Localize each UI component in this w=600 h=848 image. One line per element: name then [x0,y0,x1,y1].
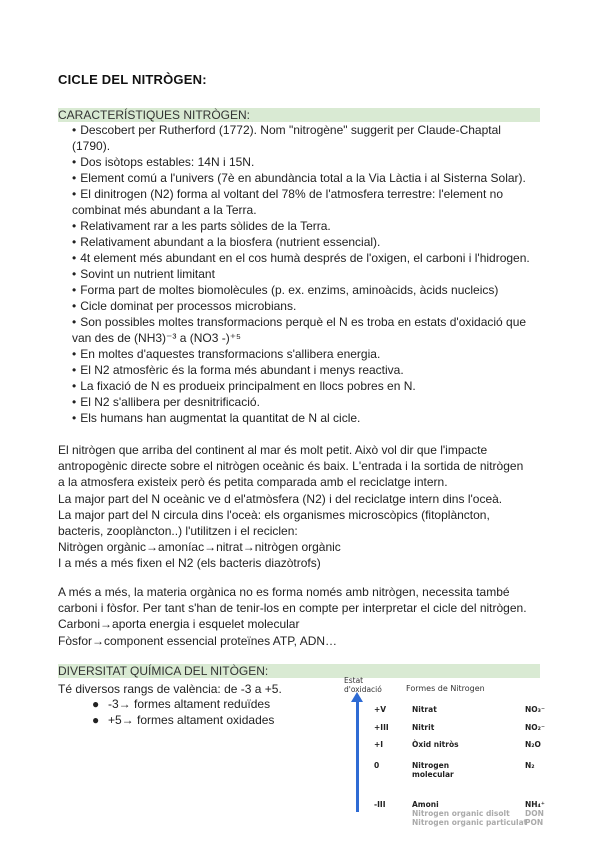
compound-name-line2: molecular [412,770,454,779]
paragraph-line: antropogènic directe sobre el nitrògen oceànic és baix. L'entrada i la sortida de nitrògen [58,459,524,474]
compound-name: Amoni [412,800,439,809]
list-item: • El N2 s'allibera per desnitrificació. [72,394,542,410]
paragraph-line: a la atmosfera existeix però és petita comparada amb el reciclatge intern. [58,475,448,490]
bullet-icon: ● [92,697,100,711]
list-item-text: -3→ formes altament reduïdes [108,697,271,711]
compound-name: Òxid nitròs [412,740,459,749]
paragraph-line: bacteris, zooplàncton..) l'utilitzen i el reciclen: [58,524,298,539]
section-heading-characteristics: CARACTERÍSTIQUES NITRÒGEN: [58,108,540,122]
list-item: • Element comú a l'univers (7è en abundància total a la Via Làctia i al Sisterna Solar). [72,170,542,186]
header-line: Estat [344,676,364,685]
list-item: • 4t element més abundant en el cos humà després de l'oxigen, el carboni i l'hidrogen. [72,250,542,266]
oxidation-state-diagram [342,676,552,836]
list-item-continuation: (1790). [72,139,111,153]
oxidation-state: +III [374,723,389,732]
list-item: • Cicle dominat per processos microbians. [72,298,542,314]
list-item: • Relativament rar a les parts sòlides de la Terra. [72,218,542,234]
paragraph-line: carboni i fòsfor. Per tant s'han de tenir-los en compte per interpretar el cicle del nitrògen. [58,601,527,616]
compound-name: Nitrogen [412,761,450,770]
oxidation-axis-line [356,700,359,812]
oxidation-state: +V [374,705,387,714]
list-item: • En moltes d'aquestes transformacions s'allibera energia. [72,346,542,362]
list-item-text: +5→ formes altament oxidades [108,713,275,727]
compound-name: Nitrat [412,705,437,714]
compound-name: Nitrogen organic particulat [412,818,528,827]
paragraph-line: La major part del N circula dins l'oceà: els organismes microscòpics (fitoplàncton, [58,507,490,522]
compound-formula: N₂O [525,740,541,749]
ocean-nitrogen-paragraph [58,442,542,572]
compound-formula: NH₄⁺ [525,800,545,809]
list-item: • Forma part de moltes biomolècules (p. ex. enzims, aminoàcids, àcids nucleics) [72,282,542,298]
page-title: CICLE DEL NITRÒGEN: [58,72,207,87]
list-item-continuation: van des de (NH3)⁻³ a (NO3 -)⁺⁵ [72,331,242,345]
characteristics-list [72,122,542,426]
compound-formula: PON [525,818,544,827]
list-item: • Sovint un nutrient limitant [72,266,542,282]
compound-name: Nitrogen organic disolt [412,809,510,818]
compound-formula: N₂ [525,761,535,770]
paragraph-line: Nitrògen orgànic→amoníac→nitrat→nitrògen orgànic [58,540,341,555]
list-item: • El N2 atmosfèric és la forma més abundant i menys reactiva. [72,362,542,378]
valence-list [92,696,274,728]
header-line: d'oxidació [344,685,382,694]
oxidation-state: -III [374,800,386,809]
list-item-continuation: combinat més abundant a la Terra. [72,203,257,217]
list-item [92,696,274,712]
oxidation-state: 0 [374,761,380,770]
compound-formula: NO₂⁻ [525,723,545,732]
section-heading-chemical-diversity: DIVERSITAT QUÍMICA DEL NITÒGEN: [58,664,540,678]
compound-name: Nitrit [412,723,435,732]
paragraph-line: Carboni→aporta energia i esquelet molecular [58,617,300,632]
compound-formula: DON [525,809,544,818]
bullet-icon: ● [92,713,100,727]
list-item: • Dos isòtops estables: 14N i 15N. [72,154,542,170]
organic-matter-paragraph [58,584,542,649]
list-item: • Els humans han augmentat la quantitat de N al cicle. [72,410,542,426]
compound-formula: NO₃⁻ [525,705,545,714]
paragraph-line: A més a més, la materia orgànica no es forma només amb nitrògen, necessita també [58,585,510,599]
paragraph-line: Fòsfor→component essencial proteïnes ATP, ADN… [58,633,338,648]
paragraph-line: La major part del N oceànic ve d el'atmòsfera (N2) i del reciclatge intern dins l'oceà. [58,491,503,506]
oxidation-state: +I [374,740,384,749]
paragraph-line: I a més a més fixen el N2 (els bacteris diazòtrofs) [58,556,321,571]
list-item: • Son possibles moltes transformacions perquè el N es troba en estats d'oxidació que [72,314,542,330]
list-item: • Relativament abundant a la biosfera (nutrient essencial). [72,234,542,250]
nitrogen-forms-header: Formes de Nitrogen [406,684,485,693]
list-item: • El dinitrogen (N2) forma al voltant del 78% de l'atmosfera terrestre: l'element no [72,186,542,202]
list-item [92,712,274,728]
list-item: • Descobert per Rutherford (1772). Nom "nitrogène" suggerit per Claude-Chaptal [72,122,542,138]
list-item: • La fixació de N es produeix principalment en llocs pobres en N. [72,378,542,394]
valence-intro-text: Té diversos rangs de valència: de -3 a +5. [58,682,282,696]
paragraph-line: El nitrògen que arriba del continent al mar és molt petit. Això vol dir que l'impacte [58,443,488,457]
